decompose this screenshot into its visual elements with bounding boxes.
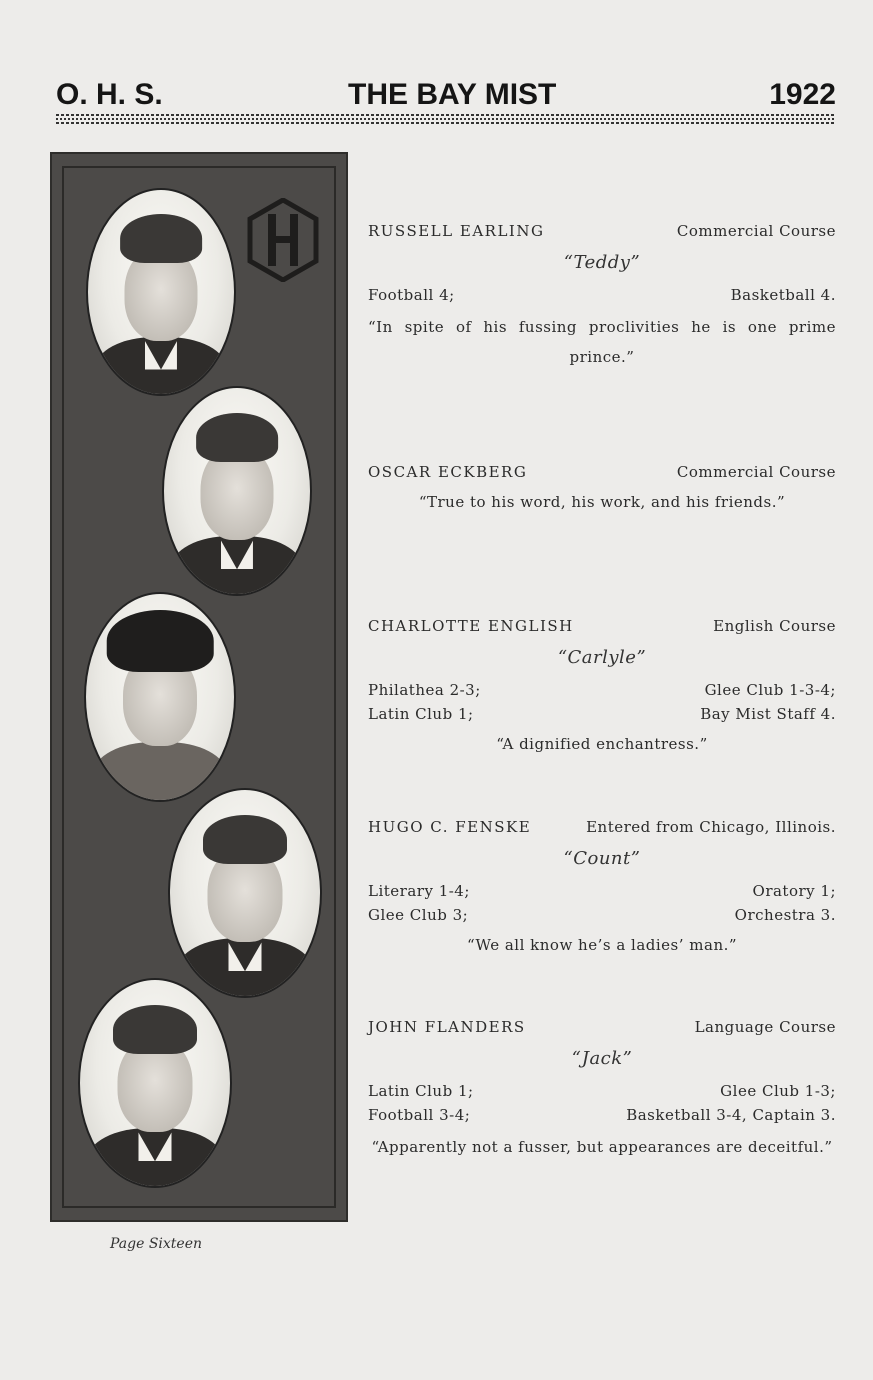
student-quote: “Apparently not a fusser, but appearances are deceitful.” xyxy=(371,1138,833,1156)
student-quote: “True to his word, his work, and his friends.” xyxy=(418,493,786,511)
header-rule xyxy=(56,114,836,124)
entry-russell-earling xyxy=(368,222,836,372)
portrait-oscar-eckberg xyxy=(162,386,312,596)
activity: Literary 1-4; xyxy=(368,882,470,900)
student-quote: “We all know he’s a ladies’ man.” xyxy=(466,936,738,954)
student-course: English Course xyxy=(713,617,836,635)
activity: Latin Club 1; xyxy=(368,1082,474,1100)
student-name: CHARLOTTE ENGLISH xyxy=(368,617,574,635)
student-name: JOHN FLANDERS xyxy=(368,1018,526,1036)
student-course: Language Course xyxy=(694,1018,836,1036)
page-header xyxy=(56,74,836,114)
student-name: HUGO C. FENSKE xyxy=(368,818,532,836)
publication-title: THE BAY MIST xyxy=(348,78,557,111)
portrait-john-flanders xyxy=(78,978,232,1188)
activity: Glee Club 3; xyxy=(368,906,469,924)
student-nickname: “Carlyle” xyxy=(557,647,647,668)
activity: Glee Club 1-3; xyxy=(720,1082,836,1100)
activity: Glee Club 1-3-4; xyxy=(704,681,836,699)
activity: Orchestra 3. xyxy=(734,906,836,924)
activity: Bay Mist Staff 4. xyxy=(700,705,836,723)
student-nickname: “Teddy” xyxy=(563,252,641,273)
ohs-monogram-icon xyxy=(246,198,320,282)
student-course: Commercial Course xyxy=(676,222,836,240)
activity: Basketball 4. xyxy=(730,286,836,304)
portrait-russell-earling xyxy=(86,188,236,396)
activity: Philathea 2-3; xyxy=(368,681,481,699)
activity: Football 4; xyxy=(368,286,455,304)
activity: Latin Club 1; xyxy=(368,705,474,723)
student-nickname: “Count” xyxy=(563,848,641,869)
portrait-charlotte-english xyxy=(84,592,236,802)
student-quote: “In spite of his fussing proclivities he is one prime prince.” xyxy=(368,318,836,366)
student-course: Entered from Chicago, Illinois. xyxy=(586,818,836,836)
page-number: Page Sixteen xyxy=(110,1236,203,1252)
student-quote: “A dignified enchantress.” xyxy=(496,735,708,753)
entry-charlotte-english xyxy=(368,617,836,759)
activity: Basketball 3-4, Captain 3. xyxy=(626,1106,836,1124)
year: 1922 xyxy=(769,78,836,111)
student-name: RUSSELL EARLING xyxy=(368,222,545,240)
student-name: OSCAR ECKBERG xyxy=(368,463,528,481)
school-abbreviation: O. H. S. xyxy=(56,78,163,111)
entry-oscar-eckberg xyxy=(368,463,836,517)
student-course: Commercial Course xyxy=(676,463,836,481)
portrait-hugo-fenske xyxy=(168,788,322,998)
entry-john-flanders xyxy=(368,1018,836,1162)
photo-panel xyxy=(50,152,348,1222)
student-nickname: “Jack” xyxy=(571,1048,633,1069)
activity: Football 3-4; xyxy=(368,1106,471,1124)
activity: Oratory 1; xyxy=(752,882,836,900)
entry-hugo-fenske xyxy=(368,818,836,960)
